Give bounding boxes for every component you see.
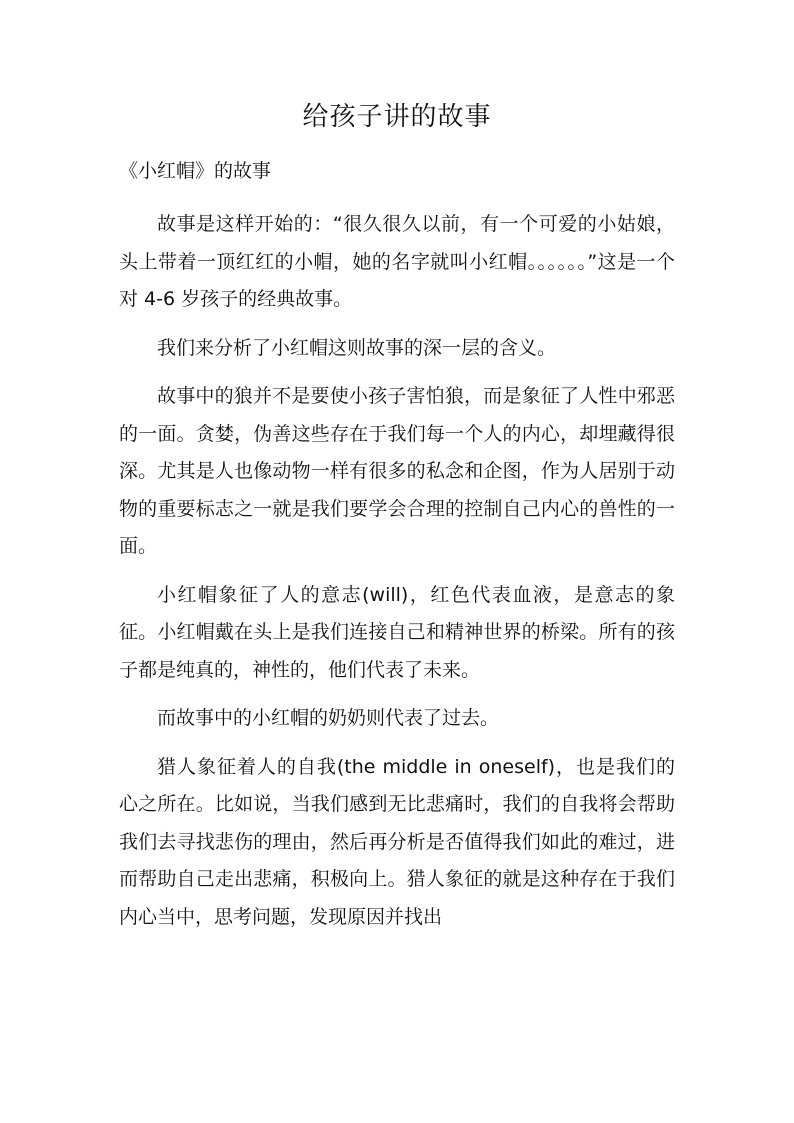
paragraph-wolf-meaning: 故事中的狼并不是要使小孩子害怕狼，而是象征了人性中邪恶的一面。贪婪，伪善这些存在于我们每一个人的内心，却埋藏得很深。尤其是人也像动物一样有很多的私念和企图，作为人居别于动物的重要标志之一就是我们要学会合理的控制自己内心的兽性的一面。 — [119, 385, 675, 557]
story-subtitle: 《小红帽》的故事 — [119, 160, 272, 182]
paragraph-grandmother-meaning: 而故事中的小红帽的奶奶则代表了过去。 — [157, 707, 500, 729]
document-title: 给孩子讲的故事 — [302, 102, 492, 132]
paragraph-red-hood-meaning: 小红帽象征了人的意志(will)，红色代表血液，是意志的象征。小红帽戴在头上是我们连接自己和精神世界的桥梁。所有的孩子都是纯真的，神性的，他们代表了未来。 — [119, 583, 675, 681]
paragraph-analysis-intro: 我们来分析了小红帽这则故事的深一层的含义。 — [157, 336, 557, 359]
document-body — [119, 206, 675, 947]
paragraph-story-opening: 故事是这样开始的：“很久很久以前，有一个可爱的小姑娘，头上带着一顶红红的小帽，她的名字就叫小红帽。。。。。。”这是一个对 4-6 岁孩子的经典故事。 — [119, 213, 675, 310]
paragraph-hunter-meaning: 猎人象征着人的自我(the middle in oneself)，也是我们的心之所在。比如说，当我们感到无比悲痛时，我们的自我将会帮助我们去寻找悲伤的理由，然后再分析是否值得我们如此的难过，进而帮助自己走出悲痛，积极向上。猎人象征的就是这种存在于我们内心当中，思考问题，发现原因并找出 — [119, 755, 675, 928]
